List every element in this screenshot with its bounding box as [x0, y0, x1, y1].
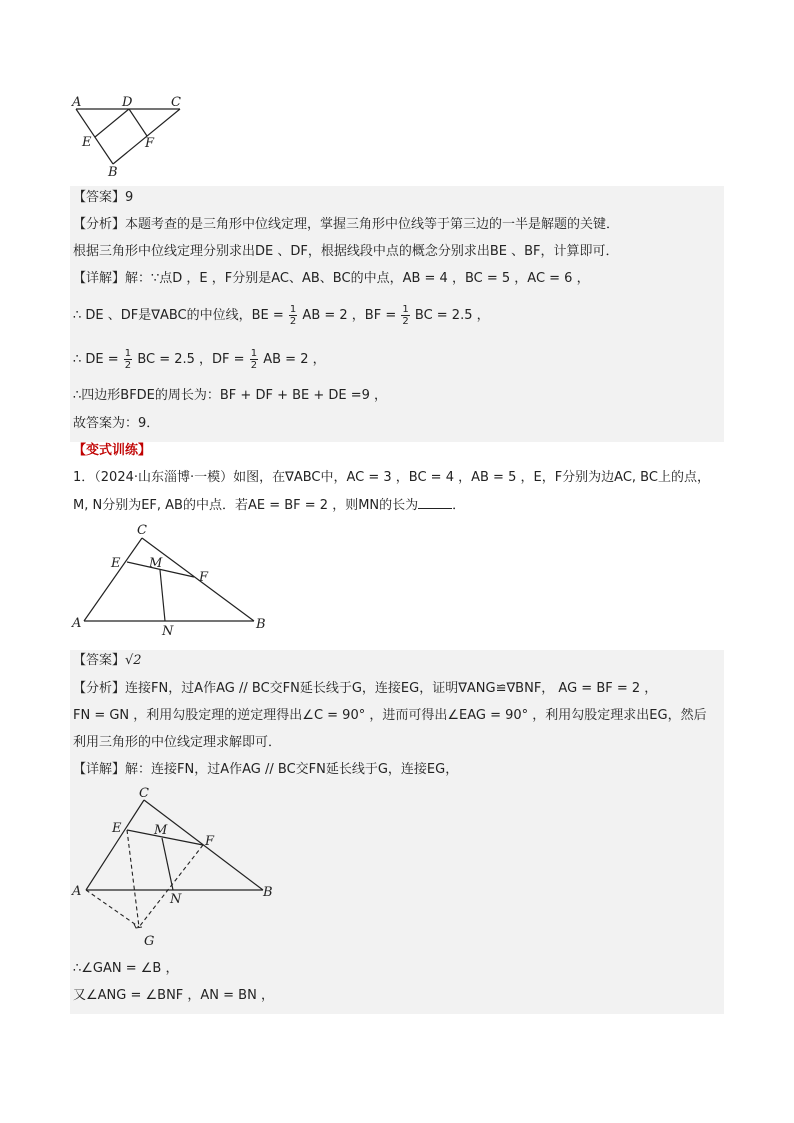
variant-header: 【变式训练】 — [73, 443, 152, 458]
answer-value: 9 — [125, 190, 134, 205]
analysis-line-2: FN = GN ，利用勾股定理的逆定理得出∠C = 90° ，进而可得出∠EAG = 90° ，利用勾股定理求出EG，然后 — [73, 708, 707, 723]
step-line-1: ∴∠GAN = ∠B ， — [73, 961, 179, 976]
fraction-half: $\frac{1}{2}$ — [250, 348, 258, 371]
label-M: M — [149, 556, 163, 571]
conclusion-line: 故答案为：9． — [73, 416, 160, 431]
fraction-half: $\frac{1}{2}$ — [124, 348, 132, 371]
analysis-line-2: 根据三角形中位线定理分别求出DE 、DF，根据线段中点的概念分别求出BE 、BF，计算即可． — [73, 244, 619, 259]
label-A: A — [72, 95, 82, 110]
label-E: E — [111, 556, 121, 571]
detail-line-1: 【详解】解：∵点D ，E ，F分别是AC、AB、BC的中点，AB = 4 ，BC = 5 ，AC = 6 ， — [73, 271, 590, 286]
label-N: N — [170, 892, 182, 907]
answer-line-2: 【答案】√2 — [73, 653, 142, 668]
label-E: E — [82, 135, 92, 150]
figure-2-triangle — [70, 520, 280, 642]
label-B: B — [108, 165, 118, 180]
analysis-line-3: 利用三角形的中位线定理求解即可． — [73, 735, 282, 750]
fraction-half: $\frac{1}{2}$ — [289, 304, 297, 327]
label-A: A — [72, 884, 82, 899]
label-D: D — [122, 95, 133, 110]
answer-value: √2 — [125, 653, 142, 668]
fraction-half: $\frac{1}{2}$ — [402, 304, 409, 327]
question-line-2: M, N分别为EF, AB的中点．若AE = BF = 2 ，则MN的长为 ． — [73, 498, 466, 513]
detail-line-2: ∴ DE 、DF是∇ABC的中位线，BE = $\frac{1}{2}$ AB = 2 ，BF = $\frac{1}{2}$ BC = 2.5 ， — [73, 304, 490, 327]
label-F: F — [199, 570, 209, 585]
label-N: N — [162, 624, 174, 639]
analysis-line-1: 【分析】连接FN，过A作AG // BC交FN延长线于G，连接EG，证明∇ANG≌∇BNF， AG = BF = 2 ， — [73, 681, 658, 696]
figure-1-triangle — [70, 92, 190, 180]
label-C: C — [139, 786, 149, 801]
label-B: B — [256, 617, 266, 632]
label-F: F — [205, 834, 215, 849]
question-line-1: 1．（2024·山东淄博·一模）如图，在∇ABC中，AC = 3 ，BC = 4 ，AB = 5 ，E，F分别为边AC, BC上的点， — [73, 470, 710, 485]
label-B: B — [263, 885, 273, 900]
label-M: M — [154, 823, 168, 838]
label-G: G — [144, 934, 155, 949]
label-F: F — [145, 136, 155, 151]
detail-line-3: ∴ DE = $\frac{1}{2}$ BC = 2.5 ，DF = $\frac{1}{2}$ AB = 2 ， — [73, 348, 326, 371]
label-A: A — [72, 616, 82, 631]
answer-blank — [418, 496, 452, 509]
analysis-line-1: 【分析】本题考查的是三角形中位线定理，掌握三角形中位线等于第三边的一半是解题的关键． — [73, 217, 620, 232]
figure-3-construction — [70, 786, 282, 950]
answer-line-1: 【答案】9 — [73, 190, 134, 205]
detail-line-4: ∴四边形BFDE的周长为：BF + DF + BE + DE =9 ， — [73, 388, 388, 403]
detail-line-1: 【详解】解：连接FN，过A作AG // BC交FN延长线于G，连接EG， — [73, 762, 459, 777]
label-C: C — [171, 95, 181, 110]
label-C: C — [137, 523, 147, 538]
step-line-2: 又∠ANG = ∠BNF ，AN = BN ， — [73, 988, 274, 1003]
label-E: E — [112, 821, 122, 836]
